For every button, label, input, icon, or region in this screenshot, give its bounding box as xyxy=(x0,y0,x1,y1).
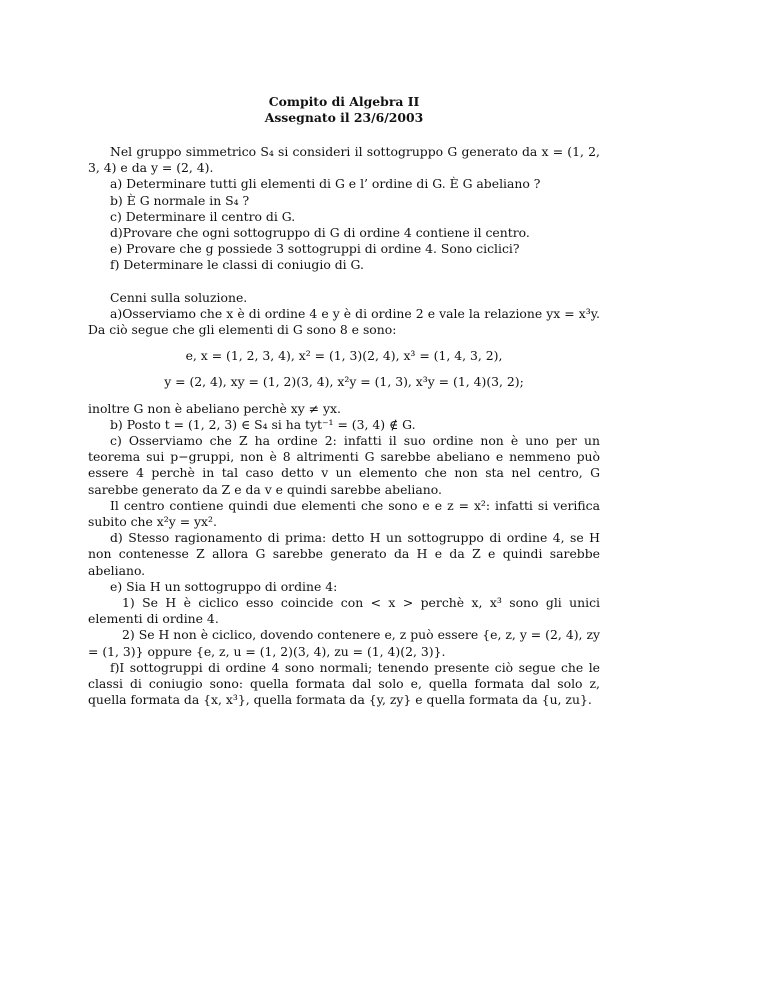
solution-e: e) Sia H un sottogruppo di ordine 4: xyxy=(110,578,338,594)
solution-b: b) Posto t = (1, 2, 3) ∈ S₄ si ha tyt⁻¹ = (3, 4) ∉ G. xyxy=(110,416,416,432)
problem-e: e) Provare che g possiede 3 sottogruppi di ordine 4. Sono ciclici? xyxy=(110,241,520,257)
solution-e-1: 1) Se H è ciclico esso coincide con < x > perchè x, x³ sono gli unici elementi di ordine 4. xyxy=(88,595,600,627)
solution-a-end: inoltre G non è abeliano perchè xy ≠ yx. xyxy=(88,400,341,416)
problem-c: c) Determinare il centro di G. xyxy=(110,208,296,224)
title-line-2: Assegnato il 23/6/2003 xyxy=(264,110,424,125)
problem-a: a) Determinare tutti gli elementi di G e l’ ordine di G. È G abeliano ? xyxy=(110,176,541,192)
solution-c: c) Osserviamo che Z ha ordine 2: infatti il suo ordine non è uno per un teorema sui p−gruppi, non è 8 altrimenti G sarebbe abeliano e nemmeno può essere 4 perchè in tal caso detto v un elemento che non sta nel centro, G sarebbe generato da Z e da v e quindi sarebbe abeliano. xyxy=(88,433,600,497)
solution-e-2: 2) Se H non è ciclico, dovendo contenere e, z può essere {e, z, y = (2, 4), zy = (1, 3)} oppure {e, z, u = (1, 2)(3, 4), zu = (1, 4)(2, 3)}. xyxy=(88,627,600,659)
problem-f: f) Determinare le classi di coniugio di G. xyxy=(110,257,364,273)
solution-f: f)I sottogruppi di ordine 4 sono normali; tenendo presente ciò segue che le classi di coniugio sono: quella formata dal solo e, quella formata dal solo z, quella formata da {x, x³}, quella formata da {y, zy} e quella formata da {u, zu}. xyxy=(88,659,600,708)
solution-header: Cenni sulla soluzione. xyxy=(110,289,248,305)
equation-2: y = (2, 4), xy = (1, 2)(3, 4), x²y = (1, 3), x³y = (1, 4)(3, 2); xyxy=(164,374,524,390)
document-title xyxy=(88,94,600,126)
solution-c-2: Il centro contiene quindi due elementi che sono e e z = x²: infatti si verifica subito che x²y = yx². xyxy=(88,497,600,530)
solution-d: d) Stesso ragionamento di prima: detto H un sottogruppo di ordine 4, se H non contenesse Z allora G sarebbe generato da H e da Z e quindi sarebbe abeliano. xyxy=(88,530,600,578)
problem-intro: Nel gruppo simmetrico S₄ si consideri il sottogruppo G generato da x = (1, 2, 3, 4) e da y = (2, 4). xyxy=(88,144,600,176)
title-line-1: Compito di Algebra II xyxy=(268,94,420,109)
problem-b: b) È G normale in S₄ ? xyxy=(110,192,250,208)
document-page xyxy=(88,94,600,709)
problem-d: d)Provare che ogni sottogruppo di G di ordine 4 contiene il centro. xyxy=(110,225,530,241)
equation-1: e, x = (1, 2, 3, 4), x² = (1, 3)(2, 4), x³ = (1, 4, 3, 2), xyxy=(185,348,503,364)
solution-a: a)Osserviamo che x è di ordine 4 e y è di ordine 2 e vale la relazione yx = x³y. Da ciò segue che gli elementi di G sono 8 e sono: xyxy=(88,305,600,338)
section-gap xyxy=(88,274,600,290)
